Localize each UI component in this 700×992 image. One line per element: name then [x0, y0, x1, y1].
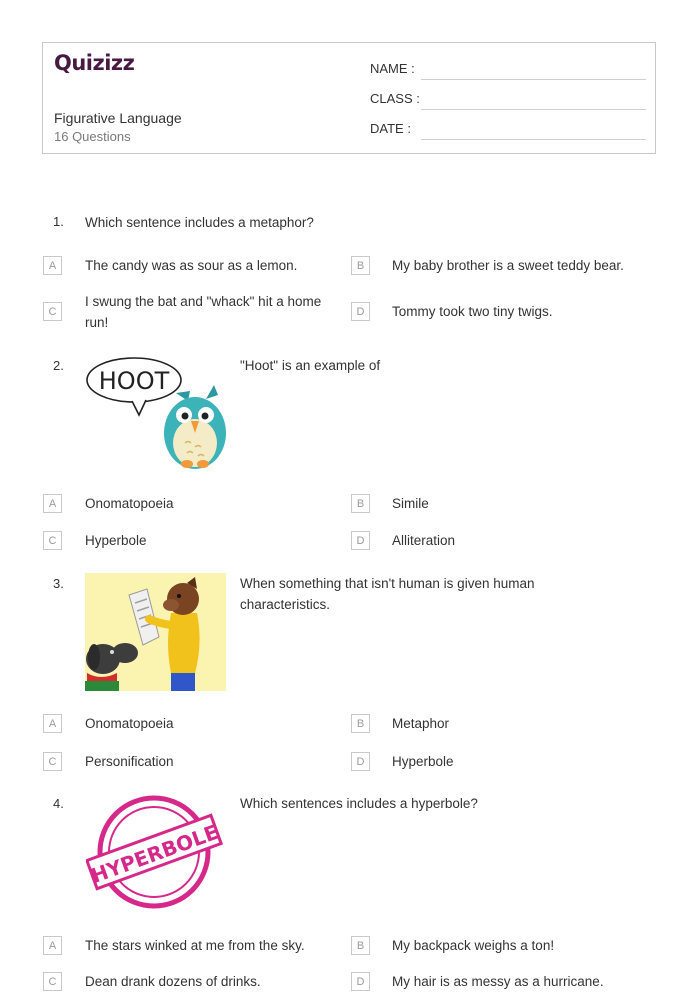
question-number: 1. [53, 214, 64, 229]
option-letter-c[interactable]: C [43, 972, 62, 991]
option-d[interactable]: Hyperbole [392, 754, 454, 769]
question-number: 2. [53, 358, 64, 373]
option-letter-b[interactable]: B [351, 714, 370, 733]
name-label: NAME : [370, 61, 415, 76]
question-text: Which sentence includes a metaphor? [85, 215, 314, 230]
option-letter-d[interactable]: D [351, 752, 370, 771]
date-field[interactable] [421, 139, 646, 140]
option-letter-a[interactable]: A [43, 714, 62, 733]
question-text: "Hoot" is an example of [240, 358, 381, 373]
option-c[interactable]: I swung the bat and "whack" hit a home run! [85, 294, 322, 330]
option-c[interactable]: Dean drank dozens of drinks. [85, 974, 261, 989]
question-text: When something that isn't human is given human characteristics. [240, 576, 535, 612]
option-c[interactable]: Hyperbole [85, 533, 147, 548]
hyperbole-stamp-text: HYPERBOLE [87, 819, 222, 889]
hoot-text: HOOT [98, 367, 170, 395]
option-b[interactable]: My baby brother is a sweet teddy bear. [392, 258, 624, 273]
option-letter-d[interactable]: D [351, 972, 370, 991]
option-d[interactable]: Alliteration [392, 533, 456, 548]
option-letter-b[interactable]: B [351, 256, 370, 275]
option-d[interactable]: My hair is as messy as a hurricane. [392, 974, 604, 989]
option-a[interactable]: The candy was as sour as a lemon. [85, 258, 298, 273]
option-letter-a[interactable]: A [43, 936, 62, 955]
option-c[interactable]: Personification [85, 754, 174, 769]
option-letter-b[interactable]: B [351, 494, 370, 513]
option-a[interactable]: Onomatopoeia [85, 496, 174, 511]
question-number: 3. [53, 576, 64, 591]
option-letter-c[interactable]: C [43, 302, 62, 321]
option-letter-b[interactable]: B [351, 936, 370, 955]
option-b[interactable]: My backpack weighs a ton! [392, 938, 555, 953]
option-letter-a[interactable]: A [43, 494, 62, 513]
question-text: Which sentences includes a hyperbole? [240, 796, 478, 811]
class-field[interactable] [421, 109, 646, 110]
class-label: CLASS : [370, 91, 420, 106]
question-count: 16 Questions [54, 129, 131, 144]
worksheet-header [42, 42, 656, 154]
option-letter-c[interactable]: C [43, 752, 62, 771]
option-d[interactable]: Tommy took two tiny twigs. [392, 304, 553, 319]
dogs-newspaper-image [85, 573, 226, 691]
option-letter-d[interactable]: D [351, 531, 370, 550]
name-field[interactable] [421, 79, 646, 80]
worksheet-title: Figurative Language [54, 110, 182, 126]
quizizz-logo: Quizizz [54, 51, 135, 75]
option-a[interactable]: The stars winked at me from the sky. [85, 938, 305, 953]
option-letter-c[interactable]: C [43, 531, 62, 550]
option-b[interactable]: Metaphor [392, 716, 450, 731]
owl-hoot-image [84, 355, 226, 471]
option-letter-d[interactable]: D [351, 302, 370, 321]
hyperbole-stamp-image [86, 795, 226, 911]
option-letter-a[interactable]: A [43, 256, 62, 275]
option-a[interactable]: Onomatopoeia [85, 716, 174, 731]
question-number: 4. [53, 796, 64, 811]
option-b[interactable]: Simile [392, 496, 429, 511]
date-label: DATE : [370, 121, 411, 136]
